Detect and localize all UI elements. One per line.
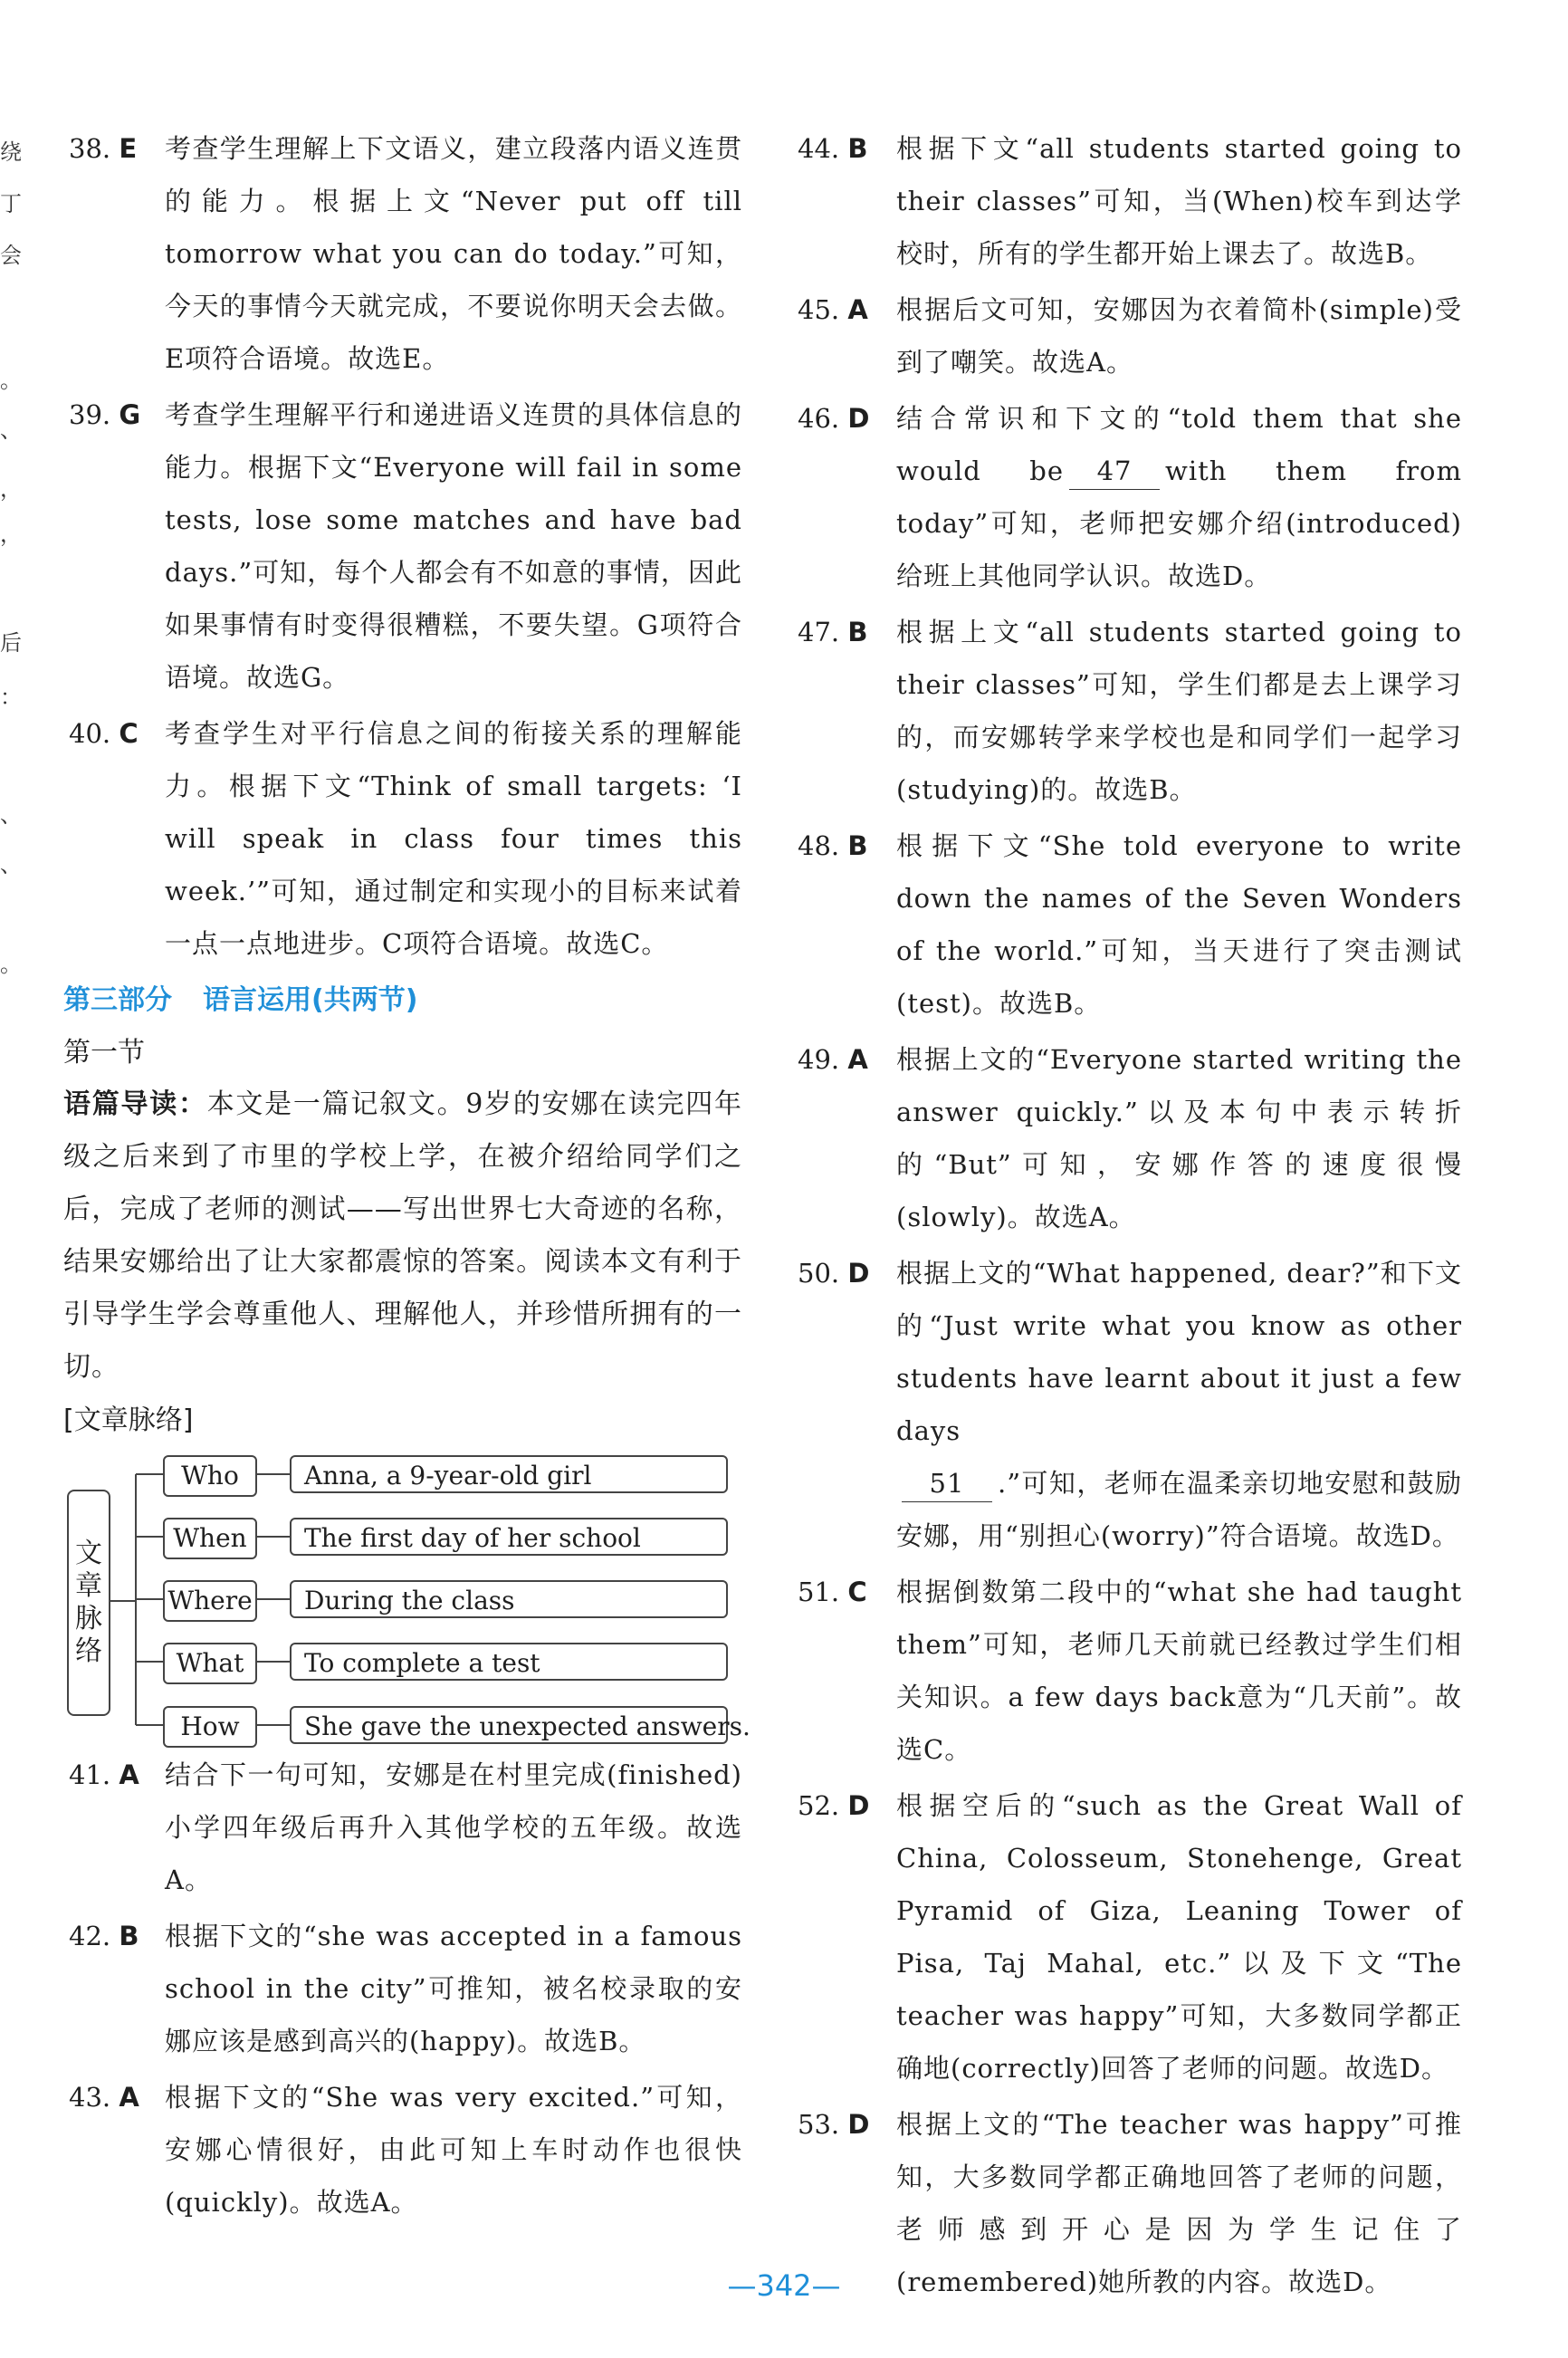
reading-guide-label: 语篇导读：: [63, 1088, 207, 1120]
answer-number: 40. C: [69, 718, 139, 749]
page-number: —342—: [727, 2268, 841, 2303]
mindmap-question: Where: [163, 1580, 257, 1622]
answer-item: [63, 1910, 742, 2067]
answer-item: [63, 388, 742, 704]
mindmap-root: 文章脉络: [67, 1490, 110, 1716]
mindmap-question: When: [163, 1518, 257, 1559]
edge-mark: ，: [0, 522, 22, 547]
answer-number: 45. A: [798, 294, 868, 325]
subsection-heading: 第一节: [63, 1037, 145, 1069]
answer-number: 41. A: [69, 1759, 139, 1790]
reading-guide: [63, 1078, 742, 1394]
answer-explanation: 根据下文“She told everyone to write down the names of the Seven Wonders of the world.”可知，当天进行了突击测试(test)。故选B。: [896, 830, 1462, 1019]
answer-number: 38. E: [69, 133, 138, 164]
answer-explanation: 考查学生理解上下文语义，建立段落内语义连贯的能力。根据上文“Never put off till tomorrow what you can do today.”可知，今天的事情今天就完成，不要说你明天会去做。E项符合语境。故选E。: [165, 133, 742, 374]
edge-mark: 后: [0, 630, 22, 656]
edge-mark: ：: [0, 685, 22, 710]
answer-number: 53. D: [798, 2109, 870, 2140]
mindmap-answer: During the class: [290, 1580, 728, 1618]
answer-item: [792, 392, 1462, 602]
answer-number: 48. B: [798, 830, 868, 861]
section-part: 第三部分: [63, 984, 172, 1016]
edge-mark: 。: [0, 368, 22, 393]
answer-explanation: 结合下一句可知，安娜是在村里完成(finished)小学四年级后再升入其他学校的五年级。故选A。: [165, 1759, 742, 1895]
left-column: [63, 122, 751, 2232]
outline-mindmap: [63, 1452, 751, 1741]
edge-mark: 、: [0, 852, 22, 877]
answer-number: 50. D: [798, 1258, 870, 1289]
mindmap-question: Who: [163, 1455, 257, 1497]
blank-number: 51: [902, 1465, 992, 1502]
mindmap-answer: To complete a test: [290, 1643, 728, 1681]
edge-mark: ，: [0, 476, 22, 502]
answer-explanation: 结合常识和下文的“told them that she would be 47 with them from today”可知，老师把安娜介绍(introduced)给班上其他同学认识。故选D。: [896, 403, 1462, 591]
answer-explanation: 根据上文“all students started going to their classes”可知，学生们都是去上课学习的，而安娜转学来学校也是和同学们一起学习(studying)的。故选B。: [896, 617, 1462, 805]
answer-item: [792, 1033, 1462, 1243]
answer-item: [792, 1566, 1462, 1776]
answer-explanation: 根据后文可知，安娜因为衣着简朴(simple)受到了嘲笑。故选A。: [896, 294, 1462, 378]
answer-item: [792, 1779, 1462, 2094]
answer-number: 42. B: [69, 1921, 139, 1951]
answer-number: 46. D: [798, 403, 870, 434]
edge-mark: 会: [0, 243, 22, 268]
answer-number: 47. B: [798, 617, 868, 647]
answer-explanation: 根据上文的“The teacher was happy”可推知，大多数同学都正确地回答了老师的问题，老师感到开心是因为学生记住了(remembered)她所教的内容。故选D。: [896, 2109, 1462, 2297]
mindmap-question: What: [163, 1643, 257, 1684]
answer-explanation: 考查学生对平行信息之间的衔接关系的理解能力。根据下文“Think of small targets: ‘I will speak in class four times this week.’”可知，通过制定和实现小的目标来试着一点一点地进步。C项符合语境。故选C。: [165, 718, 742, 959]
answer-explanation: 根据上文的“What happened, dear?”和下文的“Just write what you know as other students have learnt about it just a few days 51 .”可知，老师在温柔亲切地安慰和鼓励安娜，用“别担心(worry)”符合语境。故选D。: [896, 1258, 1462, 1551]
answer-explanation: 根据下文“all students started going to their classes”可知，当(When)校车到达学校时，所有的学生都开始上课去了。故选B。: [896, 133, 1462, 269]
answer-explanation: 根据下文的“she was accepted in a famous school in the city”可推知，被名校录取的安娜应该是感到高兴的(happy)。故选B。: [165, 1921, 742, 2056]
edge-mark: 、: [0, 802, 22, 828]
outline-title: [文章脉络]: [63, 1404, 194, 1436]
answer-item: [792, 606, 1462, 816]
mindmap-question: How: [163, 1706, 257, 1748]
answer-item: [792, 283, 1462, 388]
answer-number: 51. C: [798, 1577, 867, 1607]
right-column: [792, 122, 1462, 2312]
answer-item: [63, 707, 742, 970]
answer-item: [792, 820, 1462, 1030]
answer-explanation: 根据下文的“She was very excited.”可知，安娜心情很好，由此可知上车时动作也很快(quickly)。故选A。: [165, 2082, 742, 2218]
answer-explanation: 根据上文的“Everyone started writing the answer quickly.”以及本句中表示转折的“But”可知，安娜作答的速度很慢(slowly)。故选A。: [896, 1044, 1462, 1232]
answer-explanation: 考查学生理解平行和递进语义连贯的具体信息的能力。根据下文“Everyone will fail in some tests, lose some matches and have bad days.”可知，每个人都会有不如意的事情，因此如果事情有时变得很糟糕，不要失望。G项符合语境。故选G。: [165, 399, 742, 693]
answer-item: [792, 1247, 1462, 1562]
section-title: 语言运用(共两节): [203, 984, 418, 1016]
answer-item: [63, 122, 742, 385]
section-heading: [63, 973, 742, 1028]
answer-number: 39. G: [69, 399, 141, 430]
answer-item: [63, 1749, 742, 1906]
answer-number: 44. B: [798, 133, 868, 164]
answer-explanation: 根据倒数第二段中的“what she had taught them”可知，老师几天前就已经教过学生们相关知识。a few days back意为“几天前”。故选C。: [896, 1577, 1462, 1765]
answer-explanation: 根据空后的“such as the Great Wall of China, Colosseum, Stonehenge, Great Pyramid of Giza, Leaning Tower of Pisa, Taj Mahal, etc.”以及下文“The teacher was happy”可知，大多数同学都正确地(correctly)回答了老师的问题。故选D。: [896, 1790, 1462, 2084]
mindmap-answer: She gave the unexpected answers.: [290, 1706, 728, 1744]
answer-item: [792, 122, 1462, 280]
mindmap-answer: Anna, a 9-year-old girl: [290, 1455, 728, 1493]
edge-mark: 、: [0, 417, 22, 443]
answer-item: [63, 2071, 742, 2229]
blank-number: 47: [1069, 453, 1160, 490]
edge-mark: 绕: [0, 139, 22, 165]
edge-mark: 丁: [0, 191, 22, 216]
answer-number: 49. A: [798, 1044, 868, 1075]
answer-number: 43. A: [69, 2082, 139, 2113]
mindmap-answer: The first day of her school: [290, 1518, 728, 1556]
reading-guide-text: 本文是一篇记叙文。9岁的安娜在读完四年级之后来到了市里的学校上学，在被介绍给同学们之后，完成了老师的测试——写出世界七大奇迹的名称，结果安娜给出了让大家都震惊的答案。阅读本文有利于引导学生学会尊重他人、理解他人，并珍惜所拥有的一切。: [63, 1088, 743, 1383]
edge-mark: 。: [0, 952, 22, 977]
answer-number: 52. D: [798, 1790, 870, 1821]
